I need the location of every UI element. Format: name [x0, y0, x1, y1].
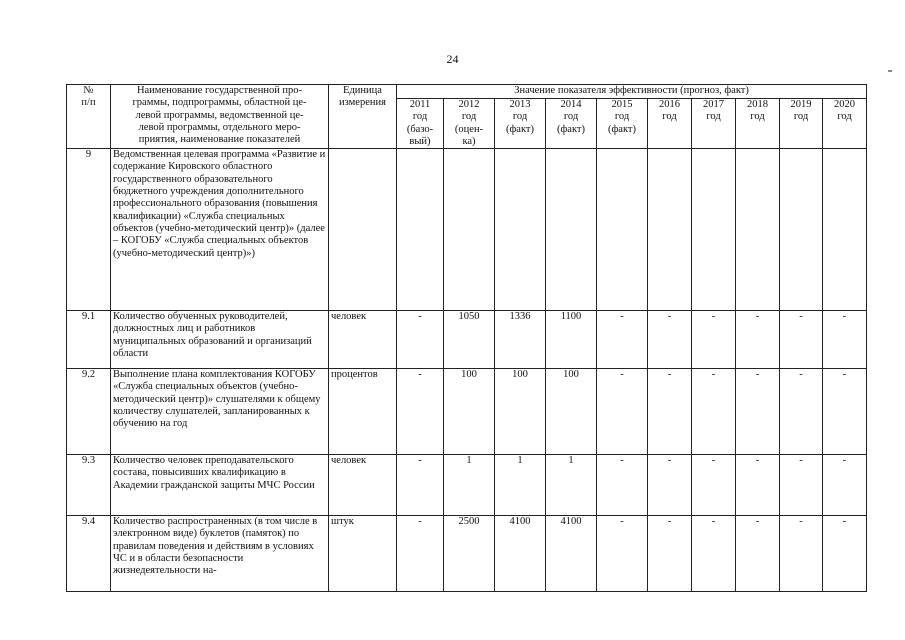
row-value	[597, 149, 648, 311]
row-value	[736, 149, 780, 311]
row-value: -	[692, 369, 736, 455]
row-value: -	[780, 455, 823, 516]
row-unit: человек	[329, 311, 397, 369]
row-value: 4100	[495, 516, 546, 592]
row-value: -	[397, 455, 444, 516]
row-value: -	[597, 369, 648, 455]
row-value: 4100	[546, 516, 597, 592]
margin-mark	[888, 70, 892, 72]
row-value	[823, 149, 867, 311]
page-number: 24	[446, 52, 459, 66]
header-year-2014: 2014 год (факт)	[546, 99, 597, 149]
header-year-2013: 2013 год (факт)	[495, 99, 546, 149]
header-group: Значение показателя эффективности (прогноз, факт)	[397, 85, 867, 99]
row-value: -	[397, 516, 444, 592]
row-value: -	[823, 516, 867, 592]
row-value: 1	[546, 455, 597, 516]
header-year-2017: 2017 год	[692, 99, 736, 149]
row-value: -	[823, 311, 867, 369]
row-value: 1	[495, 455, 546, 516]
row-value: -	[597, 311, 648, 369]
row-value: -	[692, 516, 736, 592]
row-value: -	[692, 311, 736, 369]
row-num: 9.2	[67, 369, 111, 455]
row-value: -	[648, 311, 692, 369]
row-unit: процентов	[329, 369, 397, 455]
row-value: -	[397, 311, 444, 369]
row-value: -	[597, 516, 648, 592]
header-name: Наименование государственной про- граммы, подпрограммы, областной це- левой программы, ведомственной це- левой программы, отдельного меро- приятия, наименование показателей	[111, 85, 329, 149]
header-row-1	[67, 85, 867, 99]
row-value: 100	[495, 369, 546, 455]
row-value: 100	[444, 369, 495, 455]
row-num: 9.3	[67, 455, 111, 516]
row-value: 100	[546, 369, 597, 455]
header-year-2016: 2016 год	[648, 99, 692, 149]
header-unit: Единица измерения	[329, 85, 397, 149]
row-value	[546, 149, 597, 311]
table-row	[67, 369, 867, 455]
row-value	[648, 149, 692, 311]
row-value: -	[648, 455, 692, 516]
table-row	[67, 455, 867, 516]
row-value: 1336	[495, 311, 546, 369]
row-value: -	[692, 455, 736, 516]
header-num: № п/п	[67, 85, 111, 149]
row-value	[444, 149, 495, 311]
row-value: -	[648, 516, 692, 592]
row-name: Выполнение плана комплектования КОГОБУ «Служба специальных объектов (учебно-методический центр)» слушателями к общему количеству слушателей, запланированных к обучению на год	[111, 369, 329, 455]
header-year-2015: 2015 год (факт)	[597, 99, 648, 149]
table-row	[67, 311, 867, 369]
header-year-2020: 2020 год	[823, 99, 867, 149]
header-year-2018: 2018 год	[736, 99, 780, 149]
table-row	[67, 516, 867, 592]
table-row	[67, 149, 867, 311]
row-num: 9.4	[67, 516, 111, 592]
row-value: -	[397, 369, 444, 455]
row-value: 1100	[546, 311, 597, 369]
indicators-table	[66, 84, 867, 592]
row-num: 9.1	[67, 311, 111, 369]
row-name: Ведомственная целевая программа «Развитие и содержание Кировского областного государственного образовательного бюджетного учреждения дополнительного профессионального образования (повышения квалификации) «Служба специальных объектов (учебно-методический центр)» (далее – КОГОБУ «Служба специальных объектов (учебно-методический центр)»)	[111, 149, 329, 311]
row-value: -	[736, 369, 780, 455]
row-value: -	[597, 455, 648, 516]
row-value	[692, 149, 736, 311]
row-value: -	[648, 369, 692, 455]
row-unit: штук	[329, 516, 397, 592]
row-name: Количество человек преподавательского состава, повысивших квалификацию в Академии гражданской защиты МЧС России	[111, 455, 329, 516]
row-value: 1050	[444, 311, 495, 369]
row-value	[397, 149, 444, 311]
row-value: -	[823, 455, 867, 516]
header-year-2019: 2019 год	[780, 99, 823, 149]
row-unit	[329, 149, 397, 311]
row-unit: человек	[329, 455, 397, 516]
row-value: 1	[444, 455, 495, 516]
row-value: -	[736, 311, 780, 369]
header-year-2012: 2012 год (оцен- ка)	[444, 99, 495, 149]
row-value: -	[823, 369, 867, 455]
row-value: -	[736, 516, 780, 592]
row-value: -	[780, 369, 823, 455]
row-value: 2500	[444, 516, 495, 592]
row-value: -	[780, 311, 823, 369]
row-value	[780, 149, 823, 311]
row-value: -	[736, 455, 780, 516]
header-year-2011: 2011 год (базо- вый)	[397, 99, 444, 149]
row-value: -	[780, 516, 823, 592]
row-name: Количество обученных руководителей, должностных лиц и работников муниципальных образований и организаций области	[111, 311, 329, 369]
row-num: 9	[67, 149, 111, 311]
row-name: Количество распространенных (в том числе в электронном виде) буклетов (памяток) по правилам поведения и действиям в условиях ЧС и в области безопасности жизнедеятельности на-	[111, 516, 329, 592]
row-value	[495, 149, 546, 311]
